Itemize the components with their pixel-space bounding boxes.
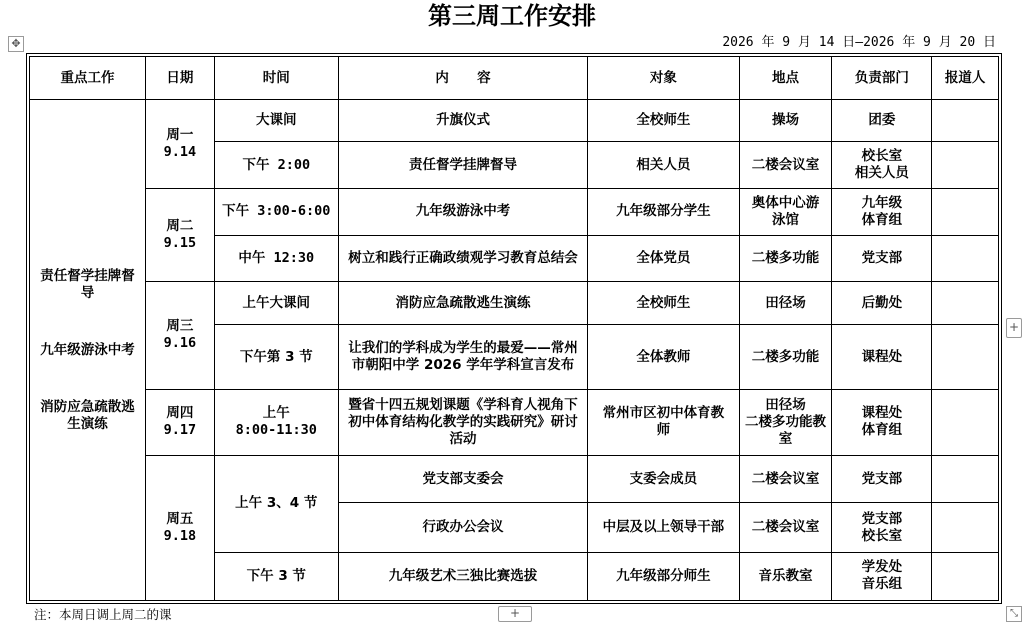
place-cell[interactable]: 田径场 二楼多功能教室	[739, 389, 832, 455]
date-label: 9.14	[163, 143, 197, 160]
time-cell[interactable]: 下午 2:00	[214, 142, 338, 188]
day-label: 周四	[166, 405, 194, 422]
time-cell[interactable]: 中午 12:30	[214, 235, 338, 281]
date-cell[interactable]	[146, 282, 215, 390]
header-target: 对象	[588, 57, 739, 100]
reporter-cell[interactable]	[932, 235, 999, 281]
target-cell[interactable]: 九年级部分学生	[588, 188, 739, 235]
reporter-cell[interactable]	[932, 456, 999, 503]
day-label: 周三	[166, 318, 194, 335]
focus-work-item: 消防应急疏散逃生演练	[40, 398, 135, 432]
time-cell[interactable]: 上午大课间	[214, 282, 338, 325]
time-cell[interactable]: 上午 3、4 节	[214, 456, 338, 553]
header-focus-work: 重点工作	[30, 57, 146, 100]
header-dept: 负责部门	[832, 57, 932, 100]
reporter-cell[interactable]	[932, 325, 999, 389]
dept-cell[interactable]: 九年级 体育组	[832, 188, 932, 235]
schedule-table	[29, 56, 999, 601]
content-cell[interactable]: 行政办公会议	[338, 503, 587, 552]
target-cell[interactable]: 九年级部分师生	[588, 552, 739, 600]
header-content: 内 容	[338, 57, 587, 100]
focus-work-item: 九年级游泳中考	[40, 341, 135, 358]
reporter-cell[interactable]	[932, 503, 999, 552]
place-cell[interactable]: 二楼会议室	[739, 456, 832, 503]
reporter-cell[interactable]	[932, 142, 999, 188]
dept-cell[interactable]: 后勤处	[832, 282, 932, 325]
content-cell[interactable]: 暨省十四五规划课题《学科育人视角下初中体育结构化教学的实践研究》研讨活动	[338, 389, 587, 455]
dept-cell[interactable]: 校长室 相关人员	[832, 142, 932, 188]
dept-cell[interactable]: 课程处 体育组	[832, 389, 932, 455]
schedule-table-frame	[26, 53, 1002, 604]
dept-cell[interactable]: 党支部 校长室	[832, 503, 932, 552]
dept-cell[interactable]: 党支部	[832, 235, 932, 281]
content-cell[interactable]: 责任督学挂牌督导	[338, 142, 587, 188]
day-label: 周二	[166, 217, 194, 234]
place-cell[interactable]: 二楼多功能	[739, 325, 832, 389]
header-reporter: 报道人	[932, 57, 999, 100]
focus-work-item: 责任督学挂牌督导	[40, 267, 135, 301]
content-cell[interactable]: 树立和践行正确政绩观学习教育总结会	[338, 235, 587, 281]
dept-cell[interactable]: 团委	[832, 100, 932, 142]
place-cell[interactable]: 二楼会议室	[739, 503, 832, 552]
reporter-cell[interactable]	[932, 552, 999, 600]
table-row	[30, 100, 999, 142]
day-label: 周五	[166, 511, 194, 528]
date-label: 9.17	[163, 422, 197, 439]
date-label: 9.18	[163, 528, 197, 545]
place-cell[interactable]: 操场	[739, 100, 832, 142]
date-cell[interactable]	[146, 456, 215, 601]
header-date: 日期	[146, 57, 215, 100]
table-row	[30, 188, 999, 235]
header-time: 时间	[214, 57, 338, 100]
target-cell[interactable]: 全校师生	[588, 100, 739, 142]
reporter-cell[interactable]	[932, 282, 999, 325]
header-place: 地点	[739, 57, 832, 100]
dept-cell[interactable]: 课程处	[832, 325, 932, 389]
target-cell[interactable]: 全校师生	[588, 282, 739, 325]
table-row	[30, 456, 999, 503]
date-cell[interactable]	[146, 100, 215, 188]
place-cell[interactable]: 音乐教室	[739, 552, 832, 600]
date-label: 9.16	[163, 335, 197, 352]
target-cell[interactable]: 相关人员	[588, 142, 739, 188]
table-row	[30, 389, 999, 455]
content-cell[interactable]: 消防应急疏散逃生演练	[338, 282, 587, 325]
content-cell[interactable]: 让我们的学科成为学生的最爱——常州市朝阳中学 2026 学年学科宣言发布	[338, 325, 587, 389]
page-title: 第三周工作安排	[428, 2, 596, 30]
place-cell[interactable]: 二楼多功能	[739, 235, 832, 281]
content-cell[interactable]: 党支部支委会	[338, 456, 587, 503]
table-row	[30, 282, 999, 325]
target-cell[interactable]: 中层及以上领导干部	[588, 503, 739, 552]
content-cell[interactable]: 升旗仪式	[338, 100, 587, 142]
focus-work-cell[interactable]	[30, 100, 146, 601]
target-cell[interactable]: 全体教师	[588, 325, 739, 389]
time-cell[interactable]: 大课间	[214, 100, 338, 142]
time-cell[interactable]: 上午 8:00-11:30	[214, 389, 338, 455]
table-move-handle-icon[interactable]: ✥	[8, 36, 24, 52]
target-cell[interactable]: 全体党员	[588, 235, 739, 281]
reporter-cell[interactable]	[932, 188, 999, 235]
add-column-button[interactable]: +	[1006, 318, 1022, 338]
table-resize-icon[interactable]: ⤡	[1006, 606, 1022, 622]
date-cell[interactable]	[146, 389, 215, 455]
reporter-cell[interactable]	[932, 100, 999, 142]
place-cell[interactable]: 奥体中心游泳馆	[739, 188, 832, 235]
date-cell[interactable]	[146, 188, 215, 282]
date-range: 2026 年 9 月 14 日—2026 年 9 月 20 日	[722, 35, 996, 50]
content-cell[interactable]: 九年级艺术三独比赛选拔	[338, 552, 587, 600]
place-cell[interactable]: 田径场	[739, 282, 832, 325]
time-cell[interactable]: 下午 3 节	[214, 552, 338, 600]
place-cell[interactable]: 二楼会议室	[739, 142, 832, 188]
date-label: 9.15	[163, 234, 197, 251]
day-label: 周一	[166, 126, 194, 143]
dept-cell[interactable]: 党支部	[832, 456, 932, 503]
header-row	[30, 57, 999, 100]
reporter-cell[interactable]	[932, 389, 999, 455]
dept-cell[interactable]: 学发处 音乐组	[832, 552, 932, 600]
content-cell[interactable]: 九年级游泳中考	[338, 188, 587, 235]
target-cell[interactable]: 支委会成员	[588, 456, 739, 503]
footnote: 注：本周日调上周二的课	[34, 607, 172, 622]
time-cell[interactable]: 下午 3:00-6:00	[214, 188, 338, 235]
target-cell[interactable]: 常州市区初中体育教师	[588, 389, 739, 455]
time-cell[interactable]: 下午第 3 节	[214, 325, 338, 389]
add-row-button[interactable]: +	[498, 606, 532, 622]
